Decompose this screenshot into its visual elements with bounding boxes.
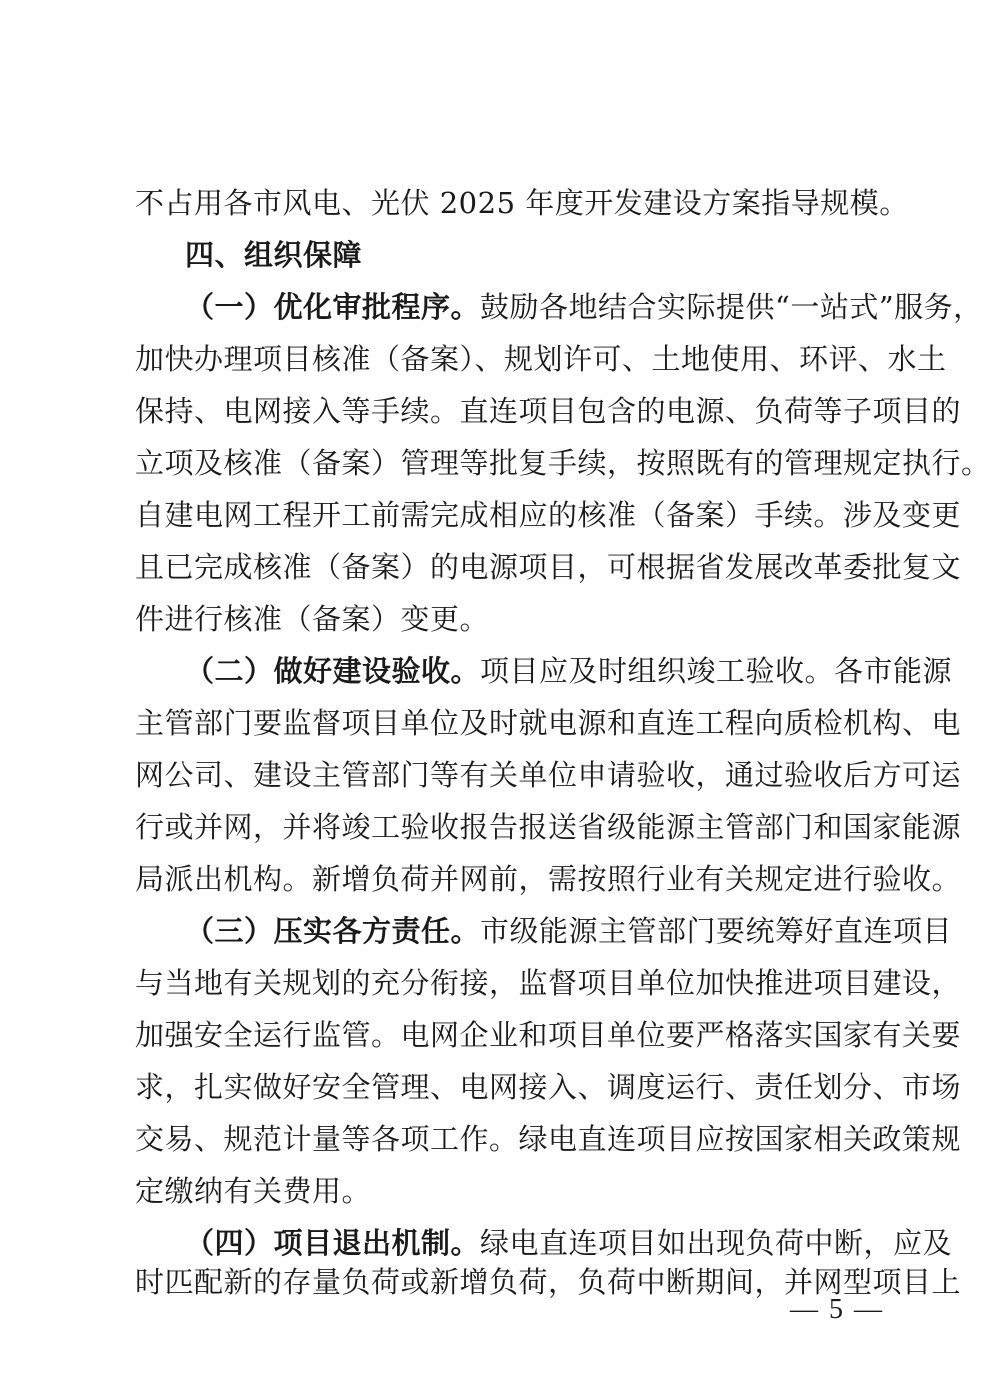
text-line: 求，扎实做好安全管理、电网接入、调度运行、责任划分、市场 xyxy=(135,1070,962,1104)
text-line: 不占用各市风电、光伏 2025 年度开发建设方案指导规模。 xyxy=(135,186,909,220)
text-line: 主管部门要监督项目单位及时就电源和直连工程向质检机构、电 xyxy=(135,706,962,740)
paragraph-text: 绿电直连项目如出现负荷中断，应及 xyxy=(480,1226,953,1260)
paragraph-first-line xyxy=(185,651,953,691)
text-line: 交易、规范计量等各项工作。绿电直连项目应按国家相关政策规 xyxy=(135,1122,962,1156)
paragraph-text: 市级能源主管部门要统筹好直连项目 xyxy=(480,914,953,948)
text-line: 定缴纳有关费用。 xyxy=(135,1174,372,1208)
text-line: 局派出机构。新增负荷并网前，需按照行业有关规定进行验收。 xyxy=(135,862,962,896)
text-line: 保持、电网接入等手续。直连项目包含的电源、负荷等子项目的 xyxy=(135,394,962,428)
section-heading: 四、组织保障 xyxy=(185,238,363,272)
paragraph-lead: （一）优化审批程序。 xyxy=(185,290,481,324)
text-line: 时匹配新的存量负荷或新增负荷，负荷中断期间，并网型项目上 xyxy=(135,1265,962,1299)
paragraph-lead: （四）项目退出机制。 xyxy=(185,1226,481,1260)
paragraph-first-line xyxy=(185,287,983,327)
paragraph-first-line xyxy=(185,1223,953,1263)
text-line: 立项及核准（备案）管理等批复手续，按照既有的管理规定执行。 xyxy=(135,446,991,480)
paragraph-text: 鼓励各地结合实际提供“一站式”服务， xyxy=(480,290,983,324)
paragraph-first-line xyxy=(185,911,953,951)
text-line: 网公司、建设主管部门等有关单位申请验收，通过验收后方可运 xyxy=(135,758,962,792)
paragraph-lead: （二）做好建设验收。 xyxy=(185,654,481,688)
text-line: 且已完成核准（备案）的电源项目，可根据省发展改革委批复文 xyxy=(135,550,962,584)
page-number: — 5 — xyxy=(790,1294,884,1325)
text-line: 件进行核准（备案）变更。 xyxy=(135,602,490,636)
paragraph-text: 项目应及时组织竣工验收。各市能源 xyxy=(480,654,953,688)
text-line: 行或并网，并将竣工验收报告报送省级能源主管部门和国家能源 xyxy=(135,810,962,844)
text-line: 与当地有关规划的充分衔接，监督项目单位加快推进项目建设， xyxy=(135,966,962,1000)
text-line: 加强安全运行监管。电网企业和项目单位要严格落实国家有关要 xyxy=(135,1018,962,1052)
paragraph-lead: （三）压实各方责任。 xyxy=(185,914,481,948)
text-line: 自建电网工程开工前需完成相应的核准（备案）手续。涉及变更 xyxy=(135,498,962,532)
text-line: 加快办理项目核准（备案）、规划许可、土地使用、环评、水土 xyxy=(135,342,947,376)
